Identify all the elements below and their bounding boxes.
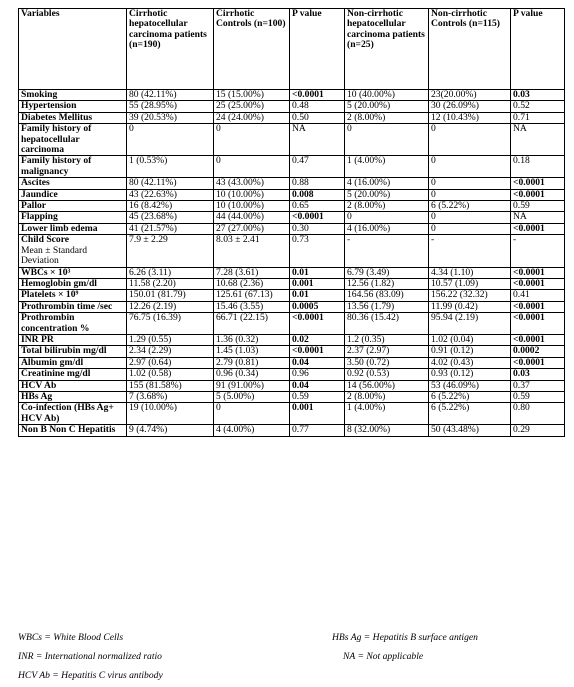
value-cell: 6 (5.22%)	[429, 201, 511, 212]
p-value-cell: 0.50	[290, 112, 345, 123]
footnote-hbs: HBs Ag = Hepatitis B surface antigen	[332, 632, 478, 643]
table-row	[19, 101, 565, 112]
p-value-cell: -	[511, 235, 565, 267]
value-cell: 12.56 (1.82)	[345, 278, 429, 289]
value-cell: 0	[214, 403, 290, 425]
value-cell: 24 (24.00%)	[214, 112, 290, 123]
value-cell: 25 (25.00%)	[214, 101, 290, 112]
value-cell: 1 (4.00%)	[345, 403, 429, 425]
row-label-text: Co-infection (HBs Ag+ HCV Ab)	[21, 402, 114, 424]
row-label-text: HBs Ag	[21, 390, 53, 402]
value-cell: 10 (40.00%)	[345, 90, 429, 101]
value-cell: 76.75 (16.39)	[127, 313, 214, 335]
header-p-value-2: P value	[511, 9, 565, 90]
value-cell: 7.9 ± 2.29	[127, 235, 214, 267]
row-label	[19, 278, 127, 289]
header-cirrhotic-hcc: Cirrhotic hepatocellular carcinoma patients (n=190)	[127, 9, 214, 90]
row-label-text: INR PR	[21, 333, 54, 345]
row-label	[19, 313, 127, 335]
row-label-text: Flapping	[21, 211, 58, 223]
row-label	[19, 357, 127, 368]
value-cell: 45 (23.68%)	[127, 212, 214, 223]
p-value-cell: 0.71	[511, 112, 565, 123]
value-cell: 0	[429, 223, 511, 234]
p-value-cell: 0.0002	[511, 346, 565, 357]
row-label	[19, 391, 127, 402]
row-label	[19, 101, 127, 112]
value-cell: 10 (10.00%)	[214, 201, 290, 212]
table-row	[19, 391, 565, 402]
p-value-cell: 0.59	[511, 201, 565, 212]
row-label-text: Prothrombin concentration %	[21, 312, 90, 334]
row-label-text: Hemoglobin gm/dl	[21, 277, 97, 289]
p-value-cell: 0.03	[511, 369, 565, 380]
table-row	[19, 357, 565, 368]
p-value-cell: 0.0005	[290, 301, 345, 312]
p-value-cell: <0.0001	[290, 212, 345, 223]
row-label	[19, 369, 127, 380]
value-cell: 10.57 (1.09)	[429, 278, 511, 289]
table-row	[19, 178, 565, 189]
p-value-cell: 0.18	[511, 156, 565, 178]
p-value-cell: <0.0001	[511, 189, 565, 200]
row-label-text: Prothrombin time /sec	[21, 300, 113, 312]
value-cell: 4.02 (0.43)	[429, 357, 511, 368]
value-cell: 30 (26.09%)	[429, 101, 511, 112]
p-value-cell: 0.02	[290, 334, 345, 345]
value-cell: 6.79 (3.49)	[345, 267, 429, 278]
table-row	[19, 90, 565, 101]
value-cell: 1.02 (0.04)	[429, 334, 511, 345]
value-cell: 13.56 (1.79)	[345, 301, 429, 312]
value-cell: 15.46 (3.55)	[214, 301, 290, 312]
table-row	[19, 201, 565, 212]
value-cell: 150.01 (81.79)	[127, 290, 214, 301]
table-row	[19, 212, 565, 223]
row-label-text: Hypertension	[21, 100, 77, 112]
value-cell: 1.02 (0.58)	[127, 369, 214, 380]
row-label-text: Albumin gm/dl	[21, 356, 84, 368]
table-row	[19, 189, 565, 200]
footnote-na: NA = Not applicable	[343, 651, 424, 662]
p-value-cell: 0.04	[290, 357, 345, 368]
header-variables: Variables	[19, 9, 127, 90]
value-cell: 125.61 (67.13)	[214, 290, 290, 301]
value-cell: 80 (42.11%)	[127, 178, 214, 189]
table-row	[19, 156, 565, 178]
table-row	[19, 425, 565, 436]
table-row	[19, 346, 565, 357]
value-cell: 9 (4.74%)	[127, 425, 214, 436]
row-label	[19, 223, 127, 234]
value-cell: 12.26 (2.19)	[127, 301, 214, 312]
value-cell: 23(20.00%)	[429, 90, 511, 101]
value-cell: 16 (8.42%)	[127, 201, 214, 212]
p-value-cell: 0.88	[290, 178, 345, 189]
p-value-cell: <0.0001	[290, 90, 345, 101]
value-cell: 3.50 (0.72)	[345, 357, 429, 368]
p-value-cell: <0.0001	[511, 178, 565, 189]
p-value-cell: NA	[511, 212, 565, 223]
value-cell: 6.26 (3.11)	[127, 267, 214, 278]
row-label	[19, 290, 127, 301]
value-cell: 2 (8.00%)	[345, 201, 429, 212]
value-cell: 5 (5.00%)	[214, 391, 290, 402]
value-cell: 1.2 (0.35)	[345, 334, 429, 345]
p-value-cell: 0.48	[290, 101, 345, 112]
row-label	[19, 346, 127, 357]
row-label	[19, 201, 127, 212]
p-value-cell: 0.001	[290, 403, 345, 425]
value-cell: 1 (0.53%)	[127, 156, 214, 178]
value-cell: 12 (10.43%)	[429, 112, 511, 123]
value-cell: 4 (16.00%)	[345, 178, 429, 189]
value-cell: 1.29 (0.55)	[127, 334, 214, 345]
p-value-cell: <0.0001	[511, 223, 565, 234]
value-cell: 0	[345, 124, 429, 156]
header-cirrhotic-controls: Cirrhotic Controls (n=100)	[214, 9, 290, 90]
p-value-cell: <0.0001	[511, 313, 565, 335]
p-value-cell: 0.01	[290, 290, 345, 301]
value-cell: 43 (22.63%)	[127, 189, 214, 200]
row-label-text: Child Score	[21, 234, 70, 246]
clinical-data-table	[18, 8, 565, 437]
table-row	[19, 403, 565, 425]
p-value-cell: NA	[511, 124, 565, 156]
row-label	[19, 235, 127, 267]
row-label-text: WBCs × 10³	[21, 266, 71, 278]
table-body	[19, 90, 565, 437]
table-row	[19, 223, 565, 234]
value-cell: 0	[429, 212, 511, 223]
p-value-cell: NA	[290, 124, 345, 156]
table-row	[19, 380, 565, 391]
p-value-cell: <0.0001	[511, 334, 565, 345]
table-row	[19, 334, 565, 345]
value-cell: 0.96 (0.34)	[214, 369, 290, 380]
p-value-cell: 0.59	[511, 391, 565, 402]
header-noncirrhotic-controls: Non-cirrhotic Controls (n=115)	[429, 9, 511, 90]
value-cell: 7 (3.68%)	[127, 391, 214, 402]
row-label-text: Ascites	[21, 177, 50, 189]
row-label	[19, 380, 127, 391]
row-label	[19, 212, 127, 223]
table-row	[19, 124, 565, 156]
p-value-cell: 0.59	[290, 391, 345, 402]
value-cell: 156.22 (32.32)	[429, 290, 511, 301]
p-value-cell: 0.41	[511, 290, 565, 301]
row-label	[19, 189, 127, 200]
p-value-cell: <0.0001	[290, 313, 345, 335]
row-label	[19, 425, 127, 436]
header-p-value-1: P value	[290, 9, 345, 90]
value-cell: 0	[429, 156, 511, 178]
row-label	[19, 403, 127, 425]
p-value-cell: 0.04	[290, 380, 345, 391]
p-value-cell: 0.03	[511, 90, 565, 101]
p-value-cell: 0.73	[290, 235, 345, 267]
value-cell: 0.92 (0.53)	[345, 369, 429, 380]
table-row	[19, 112, 565, 123]
row-label	[19, 334, 127, 345]
row-label-text: Smoking	[21, 89, 58, 100]
row-label	[19, 90, 127, 101]
p-value-cell: <0.0001	[511, 267, 565, 278]
row-label	[19, 301, 127, 312]
value-cell: 11.99 (0.42)	[429, 301, 511, 312]
table-row	[19, 301, 565, 312]
value-cell: 2 (8.00%)	[345, 391, 429, 402]
value-cell: 8 (32.00%)	[345, 425, 429, 436]
p-value-cell: 0.008	[290, 189, 345, 200]
value-cell: 95.94 (2.19)	[429, 313, 511, 335]
footnote-hcv: HCV Ab = Hepatitis C virus antibody	[18, 670, 163, 681]
row-label-text: Non B Non C Hepatitis	[21, 424, 116, 436]
value-cell: 0.91 (0.12)	[429, 346, 511, 357]
row-label-text: Jaundice	[21, 188, 58, 200]
value-cell: 80.36 (15.42)	[345, 313, 429, 335]
p-value-cell: 0.77	[290, 425, 345, 436]
value-cell: 4 (16.00%)	[345, 223, 429, 234]
p-value-cell: 0.65	[290, 201, 345, 212]
p-value-cell: 0.001	[290, 278, 345, 289]
value-cell: 1.45 (1.03)	[214, 346, 290, 357]
footnote-wbc: WBCs = White Blood Cells	[18, 632, 124, 643]
table-row	[19, 313, 565, 335]
value-cell: 41 (21.57%)	[127, 223, 214, 234]
value-cell: 66.71 (22.15)	[214, 313, 290, 335]
value-cell: -	[345, 235, 429, 267]
table-row	[19, 369, 565, 380]
p-value-cell: 0.37	[511, 380, 565, 391]
p-value-cell: 0.52	[511, 101, 565, 112]
value-cell: 44 (44.00%)	[214, 212, 290, 223]
value-cell: 11.58 (2.20)	[127, 278, 214, 289]
header-noncirrhotic-hcc: Non-cirrhotic hepatocellular carcinoma patients (n=25)	[345, 9, 429, 90]
table-row	[19, 267, 565, 278]
value-cell: 0	[214, 124, 290, 156]
row-label	[19, 156, 127, 178]
value-cell: 6 (5.22%)	[429, 391, 511, 402]
value-cell: 80 (42.11%)	[127, 90, 214, 101]
value-cell: 0	[429, 124, 511, 156]
footnote-inr: INR = International normalized ratio	[18, 651, 162, 662]
p-value-cell: 0.96	[290, 369, 345, 380]
table-header-row	[19, 9, 565, 90]
value-cell: 164.56 (83.09)	[345, 290, 429, 301]
value-cell: 53 (46.09%)	[429, 380, 511, 391]
value-cell: 0.93 (0.12)	[429, 369, 511, 380]
value-cell: -	[429, 235, 511, 267]
value-cell: 2.97 (0.64)	[127, 357, 214, 368]
value-cell: 10.68 (2.36)	[214, 278, 290, 289]
value-cell: 155 (81.58%)	[127, 380, 214, 391]
row-label	[19, 178, 127, 189]
value-cell: 91 (91.00%)	[214, 380, 290, 391]
row-label	[19, 124, 127, 156]
row-label-text: HCV Ab	[21, 379, 57, 391]
value-cell: 0	[345, 212, 429, 223]
row-label-text: Family history of malignancy	[21, 155, 92, 177]
value-cell: 7.28 (3.61)	[214, 267, 290, 278]
value-cell: 14 (56.00%)	[345, 380, 429, 391]
value-cell: 4 (4.00%)	[214, 425, 290, 436]
row-sublabel: Mean ± Standard Deviation	[21, 244, 88, 267]
p-value-cell: <0.0001	[511, 301, 565, 312]
value-cell: 50 (43.48%)	[429, 425, 511, 436]
value-cell: 0	[429, 178, 511, 189]
value-cell: 10 (10.00%)	[214, 189, 290, 200]
p-value-cell: <0.0001	[511, 357, 565, 368]
value-cell: 1 (4.00%)	[345, 156, 429, 178]
value-cell: 2 (8.00%)	[345, 112, 429, 123]
value-cell: 55 (28.95%)	[127, 101, 214, 112]
row-label-text: Pallor	[21, 200, 47, 212]
row-label-text: Diabetes Mellitus	[21, 111, 93, 123]
value-cell: 39 (20.53%)	[127, 112, 214, 123]
p-value-cell: 0.01	[290, 267, 345, 278]
value-cell: 43 (43.00%)	[214, 178, 290, 189]
value-cell: 2.34 (2.29)	[127, 346, 214, 357]
value-cell: 0	[127, 124, 214, 156]
p-value-cell: 0.80	[511, 403, 565, 425]
value-cell: 6 (5.22%)	[429, 403, 511, 425]
value-cell: 19 (10.00%)	[127, 403, 214, 425]
row-label-text: Platelets × 10⁹	[21, 289, 79, 301]
p-value-cell: <0.0001	[511, 278, 565, 289]
p-value-cell: 0.47	[290, 156, 345, 178]
table-row	[19, 278, 565, 289]
value-cell: 1.36 (0.32)	[214, 334, 290, 345]
value-cell: 2.37 (2.97)	[345, 346, 429, 357]
row-label-text: Family history of hepatocellular carcinoma	[21, 123, 92, 156]
p-value-cell: 0.29	[511, 425, 565, 436]
value-cell: 8.03 ± 2.41	[214, 235, 290, 267]
row-label	[19, 267, 127, 278]
value-cell: 15 (15.00%)	[214, 90, 290, 101]
value-cell: 0	[429, 189, 511, 200]
p-value-cell: <0.0001	[290, 346, 345, 357]
value-cell: 5 (20.00%)	[345, 189, 429, 200]
p-value-cell: 0.30	[290, 223, 345, 234]
row-label-text: Lower limb edema	[21, 222, 98, 234]
row-label	[19, 112, 127, 123]
table-row	[19, 235, 565, 267]
row-label-text: Creatinine mg/dl	[21, 368, 91, 380]
value-cell: 0	[214, 156, 290, 178]
value-cell: 4.34 (1.10)	[429, 267, 511, 278]
value-cell: 5 (20.00%)	[345, 101, 429, 112]
row-label-text: Total bilirubin mg/dl	[21, 345, 107, 357]
table-row	[19, 290, 565, 301]
value-cell: 27 (27.00%)	[214, 223, 290, 234]
value-cell: 2.79 (0.81)	[214, 357, 290, 368]
table-container	[18, 8, 564, 437]
